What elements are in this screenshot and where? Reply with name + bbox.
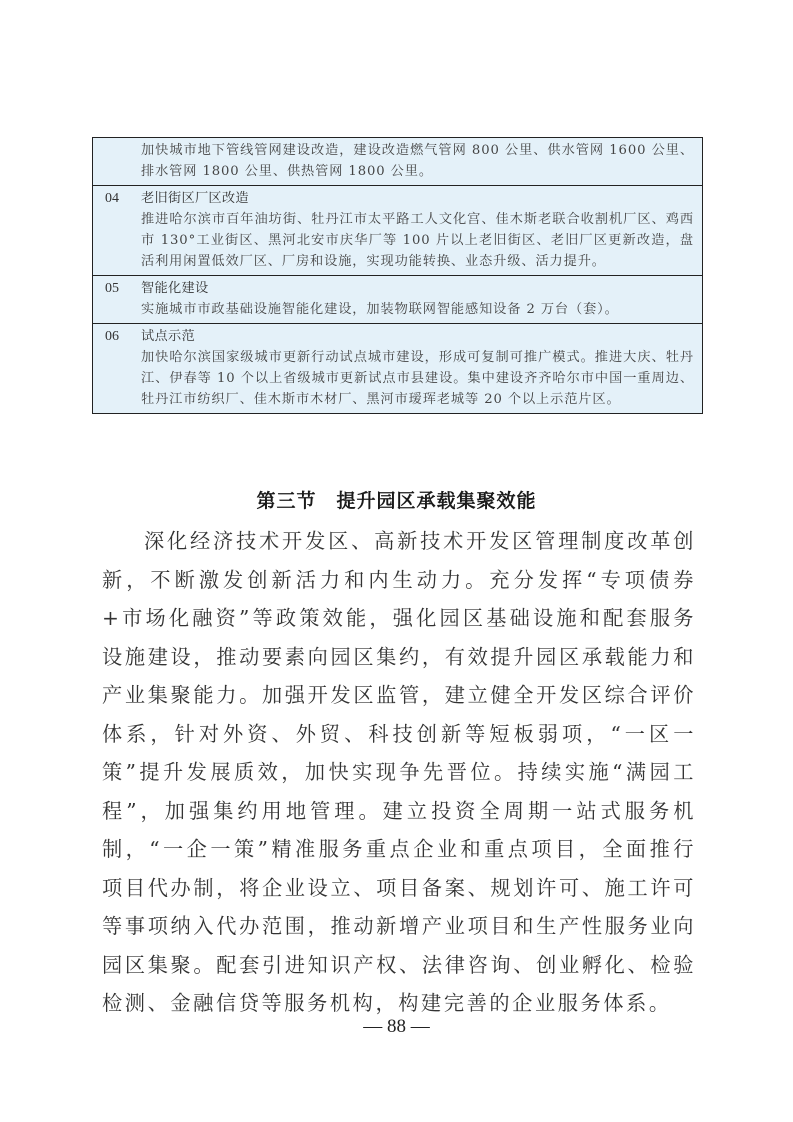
table-row-04 [93,185,702,275]
project-table [92,137,703,414]
body-paragraph: 深化经济技术开发区、高新技术开发区管理制度改革创新，不断激发创新活力和内生动力。充分发挥“专项债券+市场化融资”等政策效能，强化园区基础设施和配套服务设施建设，推动要素向园区集约，有效提升园区承载能力和产业集聚能力。加强开发区监管，建立健全开发区综合评价体系，针对外资、外贸、科技创新等短板弱项，“一区一策”提升发展质效，加快实现争先晋位。持续实施“满园工程”，加强集约用地管理。建立投资全周期一站式服务机制，“一企一策”精准服务重点企业和重点项目，全面推行项目代办制，将企业设立、项目备案、规划许可、施工许可等事项纳入代办范围，推动新增产业项目和生产性服务业向园区集聚。配套引进知识产权、法律咨询、创业孵化、检验检测、金融信贷等服务机构，构建完善的企业服务体系。 [102,529,696,1015]
row-title: 智能化建设 [141,281,209,296]
row-number: 04 [105,191,119,206]
row-text: 加快城市地下管线管网建设改造，建设改造燃气管网 800 公里、供水管网 1600 公里、排水管网 1800 公里、供热管网 1800 公里。 [141,143,694,179]
row-text: 推进哈尔滨市百年油坊街、牡丹江市太平路工人文化宫、佳木斯老联合收割机厂区、鸡西市 130°工业街区、黑河北安市庆华厂等 100 片以上老旧街区、老旧厂区更新改造，盘活利用闲置低效厂区、厂房和设施，实现功能转换、业态升级、活力提升。 [141,212,694,269]
section-heading: 第三节 提升园区承载集聚效能 [256,490,537,512]
table-row-06 [93,323,702,413]
row-text: 实施城市市政基础设施智能化建设，加装物联网智能感知设备 2 万台（套）。 [141,302,619,317]
table-row-pipeline [93,138,702,185]
row-number: 05 [105,281,119,296]
row-title: 试点示范 [141,329,195,344]
table-row-05 [93,275,702,323]
row-title: 老旧街区厂区改造 [141,191,249,206]
row-text: 加快哈尔滨国家级城市更新行动试点城市建设，形成可复制可推广模式。推进大庆、牡丹江、伊春等 10 个以上省级城市更新试点市县建设。集中建设齐齐哈尔市中国一重周边、牡丹江市纺织厂、佳木斯市木材厂、黑河市瑷珲老城等 20 个以上示范片区。 [141,350,694,407]
page-number: — 88 — [363,1016,430,1037]
row-number: 06 [105,329,119,344]
